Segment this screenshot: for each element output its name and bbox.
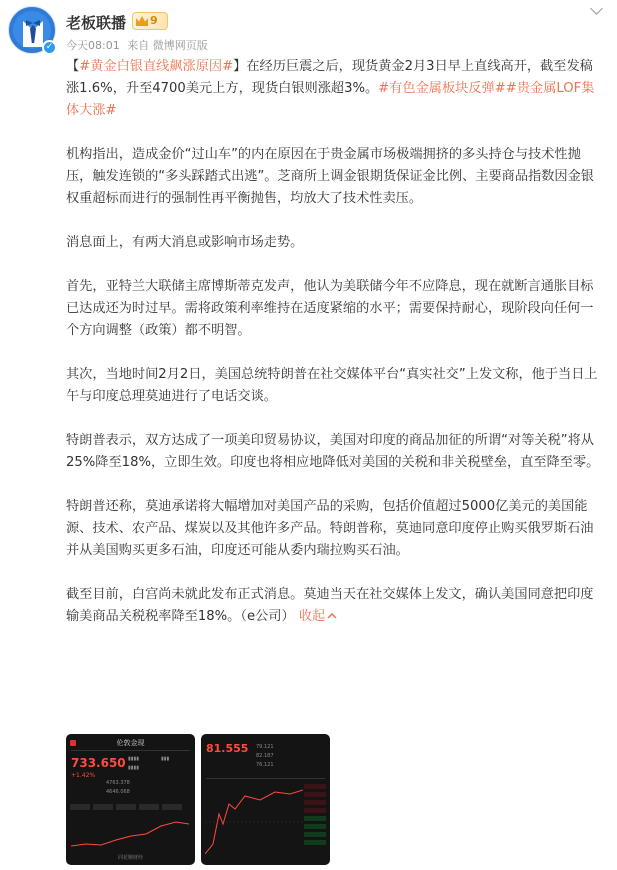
- paragraph-8-text: 截至目前，白宫尚未就此发布正式消息。莫迪当天在社交媒体上发文，确认美国同意把印度输美商品关税税率降至18%。（e公司）: [66, 587, 594, 624]
- collapse-link[interactable]: [299, 609, 337, 624]
- image-thumbnail-1[interactable]: [66, 734, 195, 865]
- thumb1-footer: 同花顺财经: [117, 855, 143, 861]
- verified-icon: ✓: [42, 40, 57, 55]
- chevron-down-icon[interactable]: [591, 4, 603, 16]
- paragraph-8: [66, 584, 602, 628]
- post-meta: [66, 37, 212, 53]
- crown-icon: [136, 16, 148, 26]
- thumb1-stat-1: ▮▮▮▮: [128, 756, 140, 762]
- topic-tag-precious-lof[interactable]: #贵金属LOF集体大涨#: [66, 81, 595, 118]
- thumb1-stat-2: ▮▮▮▮: [128, 765, 140, 771]
- bracket-close: 】: [233, 59, 247, 74]
- thumb2-price-chart: [205, 784, 303, 860]
- post-time[interactable]: 今天08:01: [66, 39, 120, 52]
- thumb1-change: +1.42%: [71, 772, 96, 779]
- bracket-open: 【: [66, 59, 80, 74]
- thumb1-title: 伦敦金现: [116, 739, 145, 747]
- paragraph-1: [66, 56, 602, 122]
- thumb1-row-2: 4646.068: [106, 789, 130, 795]
- account-name[interactable]: 老板联播: [66, 14, 127, 32]
- thumb1-stat-3: ▮▮▮: [161, 756, 170, 762]
- thumb1-tab-row: [70, 804, 182, 810]
- image-thumbnail-2[interactable]: [201, 734, 330, 865]
- thumb2-row-3: 76.121: [256, 762, 274, 768]
- paragraph-6: 特朗普表示，双方达成了一项美印贸易协议，美国对印度的商品加征的所谓“对等关税”将从25%降至18%，立即生效。印度也将相应地降低对美国的关税和非关税壁垒，直至降至零。: [66, 433, 600, 470]
- thumb1-price-chart: [71, 816, 189, 850]
- level-badge-number: 9: [150, 14, 158, 27]
- post-body: [66, 56, 602, 628]
- paragraph-3: 消息面上，有两大消息或影响市场走势。: [66, 235, 304, 250]
- paragraph-2: 机构指出，造成金价“过山车”的内在原因在于贵金属市场极端拥挤的多头持仓与技术性抛压，触发连锁的“多头踩踏式出逃”。芝商所上调金银期货保证金比例、主要商品指数因金银权重超标而进行的强制性再平衡抛售，均放大了技术性卖压。: [66, 147, 594, 206]
- thumb2-order-book: [304, 784, 326, 848]
- paragraph-7: 特朗普还称，莫迪承诺将大幅增加对美国产品的采购，包括价值超过5000亿美元的美国能源、技术、农产品、煤炭以及其他许多产品。特朗普称，莫迪同意印度停止购买俄罗斯石油并从美国购买更多石油，印度还可能从委内瑞拉购买石油。: [66, 499, 594, 558]
- post-source: 来自 微博网页版: [127, 39, 208, 52]
- paragraph-1-text: 在经历巨震之后，现货黄金2月3日早上直线高开，截至发稿涨1.6%，升至4700美元上方，现货白银则涨超3%。: [66, 59, 593, 96]
- paragraph-5: 其次，当地时间2月2日，美国总统特朗普在社交媒体平台“真实社交”上发文称，他于当日上午与印度总理莫迪进行了电话交谈。: [66, 367, 598, 404]
- thumb2-row-2: 82.187: [256, 753, 274, 759]
- collapse-label: 收起: [298, 609, 326, 624]
- thumb1-row-1: 4763.378: [106, 780, 130, 786]
- paragraph-4: 首先，亚特兰大联储主席博斯蒂克发声，他认为美联储今年不应降息，现在就断言通胀目标已达成还为时过早。需将政策利率维持在适度紧缩的水平；需要保持耐心，现阶段向任何一个方向调整（政策）都不明智。: [66, 279, 594, 338]
- thumb2-row-1: 79.121: [256, 744, 274, 750]
- thumb1-price: 733.650: [71, 756, 126, 770]
- topic-tag-nonferrous[interactable]: #有色金属板块反弹#: [378, 81, 506, 96]
- thumb2-price: 81.555: [206, 742, 249, 755]
- level-badge[interactable]: [132, 12, 168, 30]
- chevron-up-icon: [327, 612, 337, 620]
- topic-tag-gold-silver[interactable]: #黄金白银直线飙涨原因#: [79, 59, 234, 74]
